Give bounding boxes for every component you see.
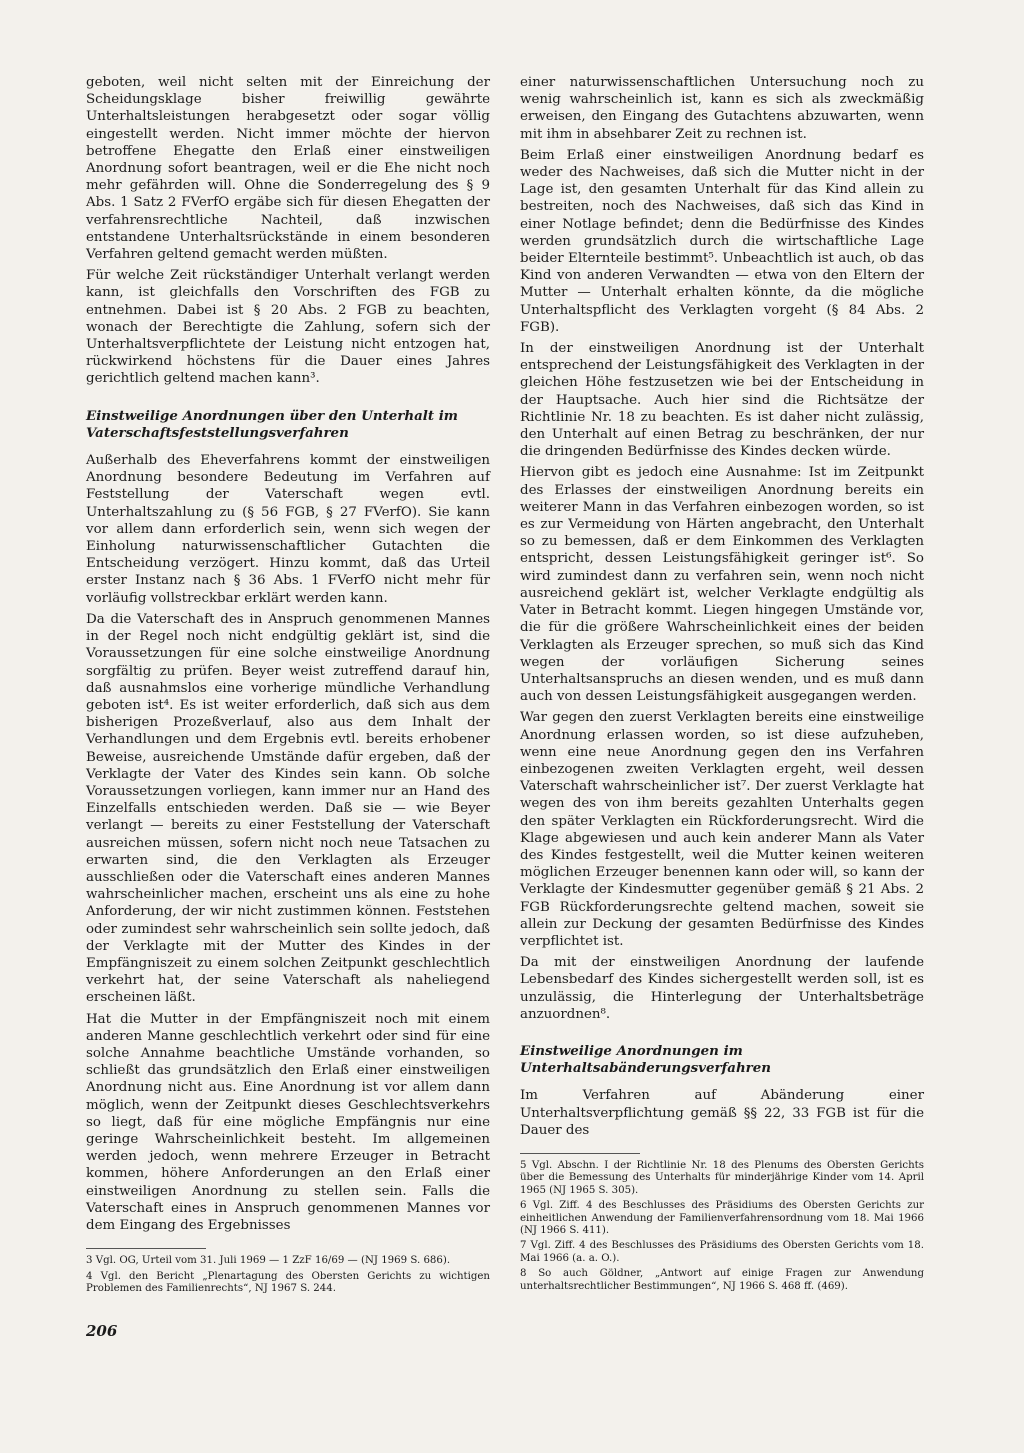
paragraph: In der einstweiligen Anordnung ist der Unterhalt entsprechend der Leistungsfähigkeit des Verklagten in der gleichen Höhe festzusetzen wie bei der Entscheidung in der Hauptsache. Auch hier sind die Richtsätze der Richtlinie Nr. 18 zu beachten. Es ist daher nicht zulässig, den Unterhalt auf einen Betrag zu beschränken, der nur die dringenden Bedürfnisse des Kindes decken würde.: [520, 341, 924, 460]
paragraph: War gegen den zuerst Verklagten bereits eine einstweilige Anordnung erlassen worden, so ist diese aufzuheben, wenn eine neue Anordnung gegen den ins Verfahren einbezogenen zweiten Verklagten ergeht, weil dessen Vaterschaft wahrscheinlicher ist⁷. Der zuerst Verklagte hat wegen des von ihm bereits gezahlten Unterhalts gegen den später Verklagten ein Rückforderungsrecht. Wird die Klage abgewiesen und auch kein anderer Mann als Vater des Kindes festgestellt, weil die Mutter keinen weiteren möglichen Erzeuger benennen kann oder will, so kann der Verklagte der Kindesmutter gegenüber gemäß § 21 Abs. 2 FGB Rückforderungsrechte geltend machen, soweit sie allein zur Deckung der gesamten Bedürfnisse des Kindes verpflichtet ist.: [520, 710, 924, 949]
footnote: 5 Vgl. Abschn. I der Richtlinie Nr. 18 des Plenums des Obersten Gerichts über die Bemessung des Unterhalts für minderjährige Kinder vom 14. April 1965 (NJ 1965 S. 305).: [520, 1159, 924, 1196]
paragraph: Außerhalb des Eheverfahrens kommt der einstweiligen Anordnung besondere Bedeutung im Verfahren auf Feststellung der Vaterschaft wegen evtl. Unterhaltszahlung zu (§ 56 FGB, § 27 FVerfO). Sie kann vor allem dann erforderlich sein, wenn sich wegen der Einholung naturwissenschaftlicher Gutachten die Entscheidung verzögert. Hinzu kommt, daß das Urteil erster Instanz nach § 36 Abs. 1 FVerfO nicht mehr für vorläufig vollstreckbar erklärt werden kann.: [86, 453, 490, 606]
page-number: 206: [86, 1322, 118, 1340]
paragraph: Hat die Mutter in der Empfängniszeit noch mit einem anderen Manne geschlechtlich verkehrt oder sind für eine solche Annahme beachtliche Umstände vorhanden, so schließt das grundsätzlich den Erlaß einer einstweiligen Anordnung nicht aus. Eine Anordnung ist vor allem dann möglich, wenn der Zeitpunkt dieses Geschlechtsverkehrs so liegt, daß für eine mögliche Empfängnis nur eine geringe Wahrscheinlichkeit besteht. Im allgemeinen werden jedoch, wenn mehrere Erzeuger in Betracht kommen, höhere Anforderungen an den Erlaß einer einstweiligen Anordnung zu stellen sein. Falls die Vaterschaft eines in Anspruch genommenen Mannes vor dem Eingang des Ergebnisses: [86, 1011, 490, 1233]
footnote: 3 Vgl. OG, Urteil vom 31. Juli 1969 — 1 ZzF 16/69 — (NJ 1969 S. 686).: [86, 1255, 451, 1267]
paragraph: Im Verfahren auf Abänderung einer Unterhaltsverpflichtung gemäß §§ 22, 33 FGB ist für die Dauer des: [520, 1088, 924, 1138]
footnote: 4 Vgl. den Bericht „Plenartagung des Obersten Gerichts zu wichtigen Problemen des Familienrechts“, NJ 1967 S. 244.: [86, 1270, 490, 1295]
footnote: 7 Vgl. Ziff. 4 des Beschlusses des Präsidiums des Obersten Gerichts vom 18. Mai 1966 (a. a. O.).: [520, 1240, 924, 1264]
section-heading: Einstweilige Anordnungen über den Unterhalt im Vaterschaftsfeststellungsverfahren: [86, 407, 458, 441]
paragraph: einer naturwissenschaftlichen Untersuchung noch zu wenig wahrscheinlich ist, kann es sich als zweckmäßig erweisen, den Eingang des Gutachtens abzuwarten, wenn mit ihm in absehbarer Zeit zu rechnen ist.: [520, 75, 924, 142]
paragraph: Hiervon gibt es jedoch eine Ausnahme: Ist im Zeitpunkt des Erlasses der einstweiligen Anordnung bereits ein weiterer Mann in das Verfahren einbezogen worden, so ist es zur Vermeidung von Härten angebracht, den Unterhalt so zu bemessen, daß er dem Einkommen des Verklagten entspricht, dessen Leistungsfähigkeit geringer ist⁶. So wird zumindest dann zu verfahren sein, wenn noch nicht ausreichend geklärt ist, welcher Verklagte endgültig als Vater in Betracht kommt. Liegen hingegen Umstände vor, die für die größere Wahrscheinlichkeit eines der beiden Verklagten als Erzeuger sprechen, so muß sich das Kind wegen der vorläufigen Sicherung seines Unterhaltsanspruchs an diesen wenden, und es muß dann auch von dessen Leistungsfähigkeit ausgegangen werden.: [520, 465, 924, 705]
section-heading: Einstweilige Anordnungen im Unterhaltsabänderungsverfahren: [520, 1042, 771, 1077]
left-column: [86, 74, 490, 1298]
footnote: 6 Vgl. Ziff. 4 des Beschlusses des Präsidiums des Obersten Gerichts zur einheitlichen Anwendung der Familienverfahrensordnung vom 18. Mai 1966 (NJ 1966 S. 411).: [520, 1200, 924, 1237]
footnote-divider: [86, 1248, 206, 1249]
paragraph: Da die Vaterschaft des in Anspruch genommenen Mannes in der Regel noch nicht endgültig geklärt ist, sind die Voraussetzungen für eine solche einstweilige Anordnung sorgfältig zu prüfen. Beyer weist zutreffend darauf hin, daß ausnahmslos eine vorherige mündliche Verhandlung geboten ist⁴. Es ist weiter erforderlich, daß sich aus dem bisherigen Prozeßverlauf, also aus dem Inhalt der Verhandlungen und dem Ergebnis evtl. bereits erhobener Beweise, ausreichende Umstände dafür ergeben, daß der Verklagte der Vater des Kindes sein kann. Ob solche Voraussetzungen vorliegen, kann immer nur an Hand des Einzelfalls entschieden werden. Daß sie — wie Beyer verlangt — bereits zu einer Feststellung der Vaterschaft ausreichen müssen, sofern nicht noch neue Tatsachen zu erwarten sind, die den Verklagten als Erzeuger ausschließen oder die Vaterschaft eines anderen Mannes wahrscheinlicher machen, erscheint uns als eine zu hohe Anforderung, der wir nicht zustimmen können. Feststehen oder zumindest sehr wahrscheinlich sein sollte jedoch, daß der Verklagte mit der Mutter des Kindes in der Empfängniszeit zu einem solchen Zeitpunkt geschlechtlich verkehrt hat, der seine Vaterschaft als naheliegend erscheinen läßt.: [86, 611, 490, 1006]
right-column: [520, 74, 924, 1296]
footnote: 8 So auch Göldner, „Antwort auf einige Fragen zur Anwendung unterhaltsrechtlicher Bestimmungen“, NJ 1966 S. 468 ff. (469).: [520, 1268, 924, 1292]
paragraph: Beim Erlaß einer einstweiligen Anordnung bedarf es weder des Nachweises, daß sich die Mutter nicht in der Lage ist, den gesamten Unterhalt für das Kind allein zu bestreiten, noch des Nachweises, daß sich das Kind in einer Notlage befindet; denn die Bedürfnisse des Kindes werden grundsätzlich durch die wirtschaftliche Lage beider Elternteile bestimmt⁵. Unbeachtlich ist auch, ob das Kind von anderen Verwandten — etwa von den Eltern der Mutter — Unterhalt erhalten könnte, da die mögliche Unterhaltspflicht des Verklagten vorgeht (§ 84 Abs. 2 FGB).: [520, 147, 924, 335]
footnote-divider: [520, 1153, 640, 1154]
paragraph: geboten, weil nicht selten mit der Einreichung der Scheidungsklage bisher freiwillig gewährte Unterhaltsleistungen herabgesetzt oder sogar völlig eingestellt werden. Nicht immer möchte der hiervon betroffene Ehegatte den Erlaß einer einstweiligen Anordnung sofort beantragen, weil er die Ehe nicht noch mehr gefährden will. Ohne die Sonderregelung des § 9 Abs. 1 Satz 2 FVerfO ergäbe sich für diesen Ehegatten der verfahrensrechtliche Nachteil, daß inzwischen entstandene Unterhaltsrückstände in einem besonderen Verfahren geltend gemacht werden müßten.: [86, 75, 490, 263]
paragraph: Da mit der einstweiligen Anordnung der laufende Lebensbedarf des Kindes sichergestellt werden soll, ist es unzulässig, die Hinterlegung der Unterhaltsbeträge anzuordnen⁸.: [520, 955, 924, 1022]
paragraph: Für welche Zeit rückständiger Unterhalt verlangt werden kann, ist gleichfalls den Vorschriften des FGB zu entnehmen. Dabei ist § 20 Abs. 2 FGB zu beachten, wonach der Berechtigte die Zahlung, sofern sich der Unterhaltsverpflichtete der Leistung nicht entzogen hat, rückwirkend höchstens für die Dauer eines Jahres gerichtlich geltend machen kann³.: [86, 268, 490, 387]
